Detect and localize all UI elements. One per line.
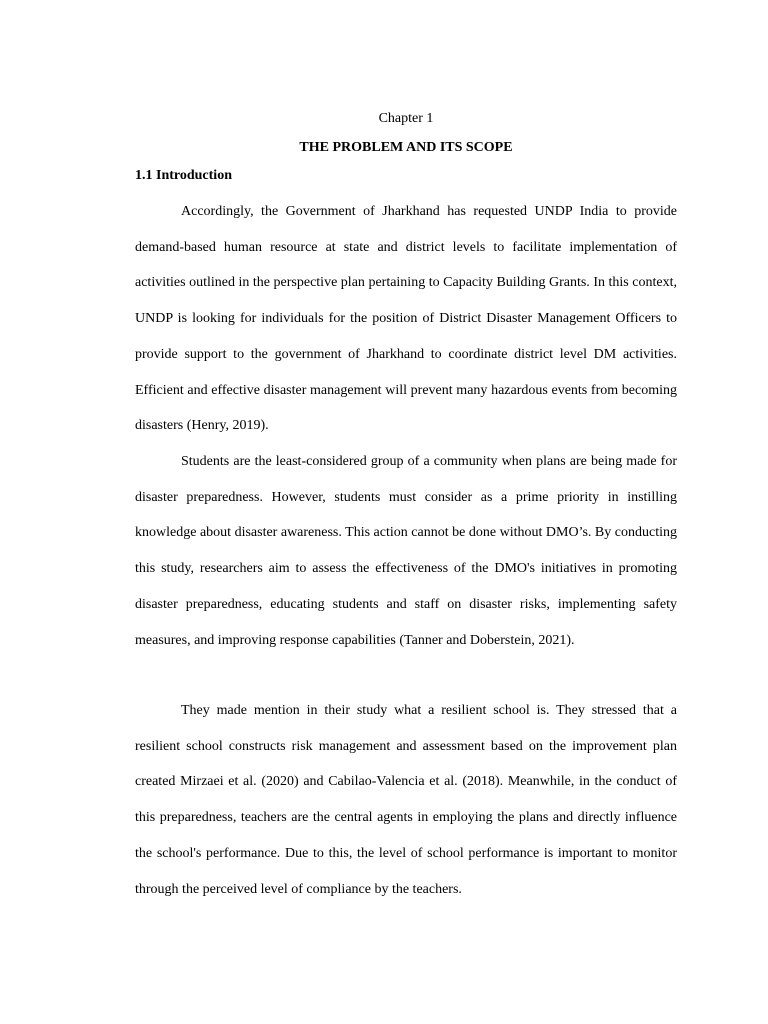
- body-paragraph: They made mention in their study what a resilient school is. They stressed that a resilient school constructs risk management and assessment based on the improvement plan created Mirzaei et al. (2020) and Cabilao-Valencia et al. (2018). Meanwhile, in the conduct of this preparedness, teachers are the central agents in employing the plans and directly influence the school's performance. Due to this, the level of school performance is important to monitor through the perceived level of compliance by the teachers.: [135, 703, 677, 897]
- paragraph-block-2: [135, 444, 677, 658]
- body-paragraph: Students are the least-considered group of a community when plans are being made for disaster preparedness. However, students must consider as a prime priority in instilling knowledge about disaster awareness. This action cannot be done without DMO’s. By conducting this study, researchers aim to assess the effectiveness of the DMO's initiatives in promoting disaster preparedness, educating students and staff on disaster risks, implementing safety measures, and improving response capabilities (Tanner and Doberstein, 2021).: [135, 454, 677, 648]
- chapter-label: Chapter 1: [378, 111, 434, 126]
- paragraph-block-1: [135, 194, 677, 444]
- chapter-title: THE PROBLEM AND ITS SCOPE: [299, 140, 513, 155]
- section-heading: 1.1 Introduction: [135, 168, 232, 183]
- body-paragraph: Accordingly, the Government of Jharkhand has requested UNDP India to provide demand-based human resource at state and district levels to facilitate implementation of activities outlined in the perspective plan pertaining to Capacity Building Grants. In this context, UNDP is looking for individuals for the position of District Disaster Management Officers to provide support to the government of Jharkhand to coordinate district level DM activities. Efficient and effective disaster management will prevent many hazardous events from becoming disasters (Henry, 2019).: [135, 204, 677, 434]
- paragraph-block-3: [135, 693, 677, 907]
